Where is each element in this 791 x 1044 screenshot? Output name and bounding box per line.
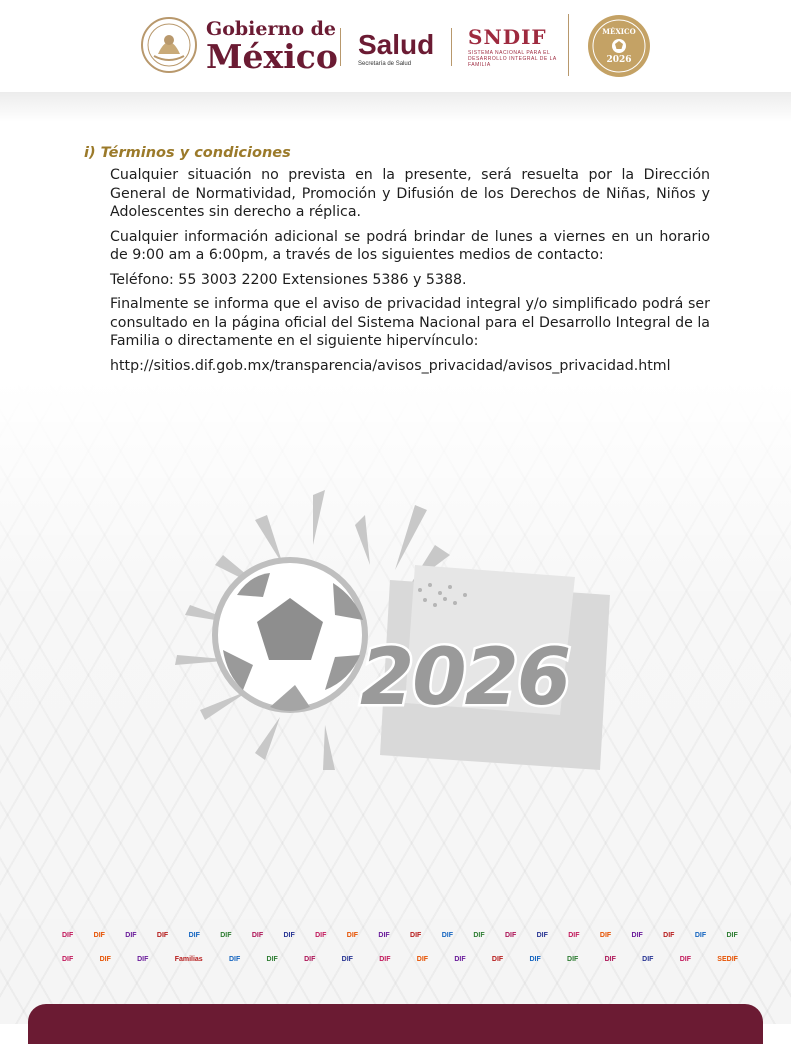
state-dif-logo: DIF (220, 932, 232, 939)
state-dif-logo: DIF (679, 956, 692, 963)
emblem-year-text: 2026 (360, 633, 570, 723)
state-dif-logo: DIF (663, 932, 675, 939)
state-dif-logo: DIF (567, 956, 579, 963)
phone-paragraph: Teléfono: 55 3003 2200 Extensiones 5386 y 5388. (110, 271, 467, 288)
state-dif-logo: Familias (174, 956, 203, 963)
sndif-logo (468, 27, 563, 68)
paragraph: Cualquier situación no prevista en la presente, será resuelta por la Dirección General de Normatividad, Promoción y Difusión de los Derechos de Niñas, Niños y Adolescentes sin derecho a réplica. (110, 167, 710, 220)
gobierno-line1: Gobierno de (206, 18, 336, 40)
paragraph: Cualquier información adicional se podrá brindar de lunes a viernes en un horario de 9:00 am a 6:00pm, a través de los siguientes medios de contacto: (110, 228, 710, 263)
state-dif-logo: DIF (62, 932, 74, 939)
soccer-2026-emblem (165, 485, 625, 789)
header-divider (451, 28, 452, 66)
state-dif-logo: DIF (137, 956, 149, 963)
state-dif-logo: DIF (266, 956, 278, 963)
state-dif-logo: DIF (536, 932, 548, 939)
state-dif-logo: DIF (228, 956, 241, 963)
state-dif-logo: DIF (93, 932, 105, 939)
state-dif-logo: DIF (156, 932, 169, 939)
state-dif-logo: DIF (341, 956, 353, 963)
salud-subtitle: Secretaría de Salud (358, 61, 412, 67)
state-dif-logo: DIF (251, 932, 264, 939)
state-dif-logo: DIF (473, 932, 485, 939)
mexico-2026-medal (586, 13, 652, 83)
header-shadow (0, 92, 791, 122)
logo-row (0, 0, 791, 92)
state-logos (60, 928, 740, 976)
sndif-title: SNDIF (468, 25, 547, 49)
state-dif-logo: DIF (631, 932, 643, 939)
state-dif-logo: DIF (283, 932, 295, 939)
page-header (0, 0, 791, 92)
state-dif-logo: DIF (568, 932, 580, 939)
state-dif-logo: DIF (504, 932, 517, 939)
state-dif-logo: DIF (642, 956, 654, 963)
state-dif-logo: DIF (491, 956, 504, 963)
state-dif-logo: DIF (125, 932, 137, 939)
medal-icon (586, 13, 652, 79)
state-dif-logo: DIF (599, 932, 612, 939)
privacy-link[interactable]: http://sitios.dif.gob.mx/transparencia/avisos_privacidad/avisos_privacidad.html (110, 357, 671, 374)
footer-bar (28, 1004, 763, 1044)
state-dif-logo: SEDIF (717, 956, 738, 963)
state-dif-logo: DIF (304, 956, 316, 963)
logos-row-1 (60, 928, 740, 944)
sndif-subtitle: SISTEMA NACIONAL PARA EL DESARROLLO INTEGRAL DE LA FAMILIA (468, 50, 557, 68)
state-dif-logo: DIF (62, 956, 74, 963)
gobierno-line2: México (206, 37, 338, 76)
state-dif-logo: DIF (694, 932, 707, 939)
state-dif-logo: DIF (529, 956, 541, 963)
logos-row-2 (60, 952, 740, 968)
header-divider (340, 28, 341, 66)
state-dif-logo: DIF (315, 932, 327, 939)
state-dif-logo: DIF (99, 956, 111, 963)
medal-top-text: MÉXICO (602, 27, 636, 36)
state-dif-logo: DIF (379, 956, 391, 963)
state-dif-logo: DIF (604, 956, 616, 963)
salud-title: Salud (358, 29, 435, 60)
header-divider (568, 14, 569, 76)
terms-section (84, 145, 710, 381)
state-dif-logo: DIF (454, 956, 466, 963)
paragraph: Finalmente se informa que el aviso de privacidad integral y/o simplificado podrá ser consultado en la página oficial del Sistema Nacional para el Desarrollo Integral de la Familia o directamente en el siguiente hipervínculo: (110, 296, 710, 349)
medal-year-text: 2026 (606, 55, 632, 65)
state-dif-logo: DIF (346, 932, 359, 939)
state-dif-logo: DIF (441, 932, 453, 939)
salud-logo (358, 31, 434, 67)
section-title: i) Términos y condiciones (84, 145, 291, 161)
state-dif-logo: DIF (378, 932, 390, 939)
state-dif-logo: DIF (410, 932, 422, 939)
state-dif-logo: DIF (188, 932, 200, 939)
state-dif-logo: DIF (416, 956, 429, 963)
coat-of-arms-icon (140, 16, 198, 74)
state-dif-logo: DIF (726, 932, 738, 939)
gobierno-logo-text (206, 18, 338, 76)
